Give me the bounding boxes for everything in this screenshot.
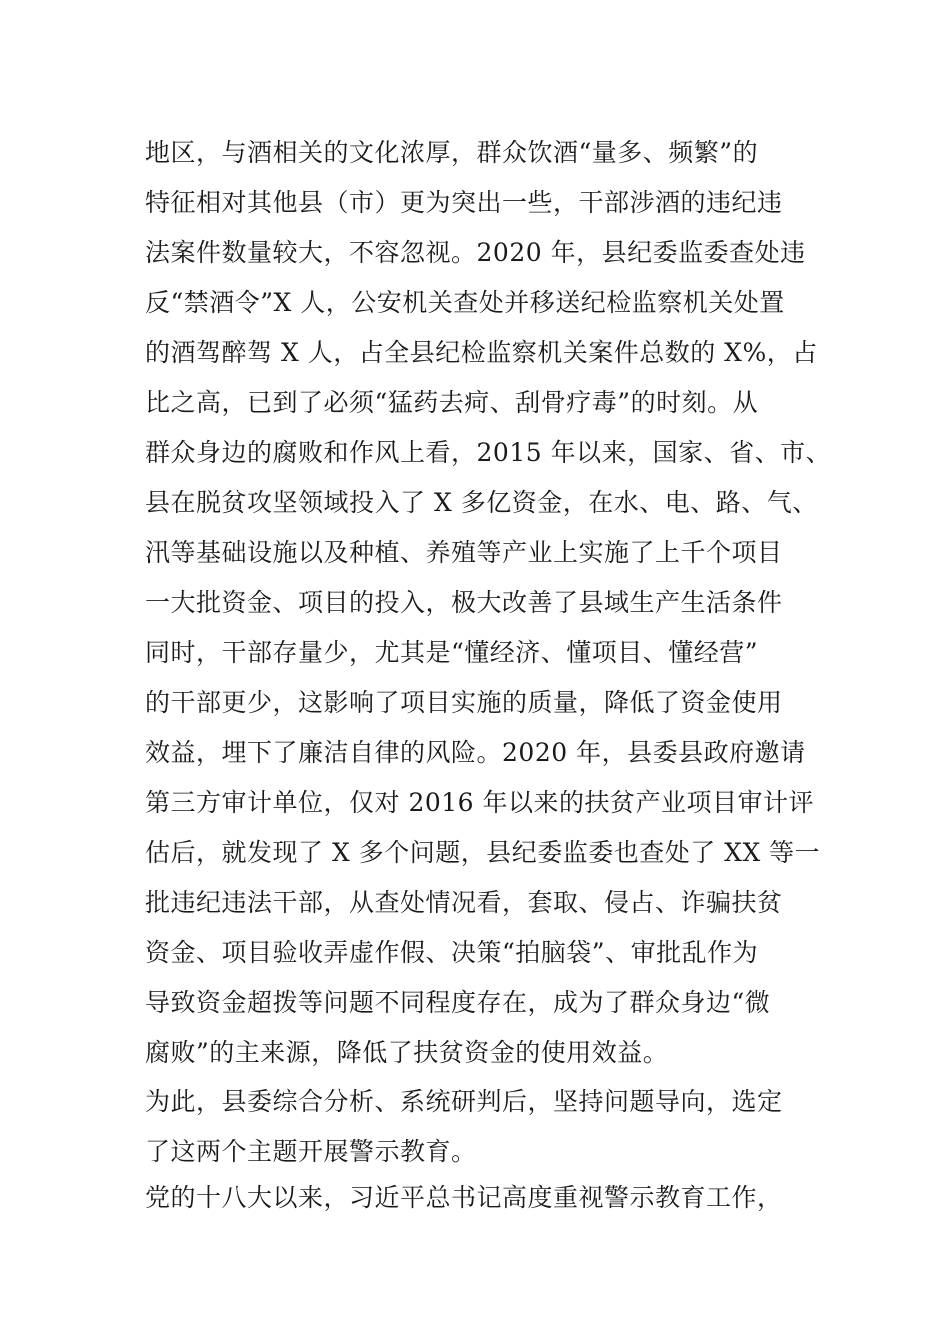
text-line: 同时，干部存量少，尤其是“懂经济、懂项目、懂经营” <box>145 638 759 667</box>
text-line: 反“禁酒令”X 人，公安机关查处并移送纪检监察机关处置 <box>145 288 785 317</box>
text-line: 群众身边的腐败和作风上看，2015 年以来，国家、省、市、 <box>145 438 832 467</box>
text-line: 特征相对其他县（市）更为突出一些，干部涉酒的违纪违 <box>145 188 783 217</box>
text-line: 的酒驾醉驾 X 人，占全县纪检监察机关案件总数的 X%，占 <box>145 338 818 367</box>
text-line: 的干部更少，这影响了项目实施的质量，降低了资金使用 <box>145 688 783 717</box>
paragraph-1 <box>145 128 845 1078</box>
text-line: 效益，埋下了廉洁自律的风险。2020 年，县委县政府邀请 <box>145 738 806 767</box>
text-line: 一大批资金、项目的投入，极大改善了县域生产生活条件 <box>145 588 783 617</box>
paragraph-2 <box>145 1077 845 1177</box>
text-line: 资金、项目验收弄虚作假、决策“拍脑袋”、审批乱作为 <box>145 938 759 967</box>
text-line: 县在脱贫攻坚领域投入了 X 多亿资金，在水、电、路、气、 <box>145 488 818 517</box>
text-line: 汛等基础设施以及种植、养殖等产业上实施了上千个项目 <box>145 538 783 567</box>
text-line: 法案件数量较大，不容忽视。2020 年，县纪委监委查处违 <box>145 238 806 267</box>
text-line: 估后，就发现了 X 多个问题，县纪委监委也查处了 XX 等一 <box>145 838 821 867</box>
text-line: 了这两个主题开展警示教育。 <box>145 1137 477 1166</box>
text-line: 批违纪违法干部，从查处情况看，套取、侵占、诈骗扶贫 <box>145 888 783 917</box>
text-line: 第三方审计单位，仅对 2016 年以来的扶贫产业项目审计评 <box>145 788 815 817</box>
text-line: 腐败”的主来源，降低了扶贫资金的使用效益。 <box>145 1038 669 1067</box>
text-line: 导致资金超拨等问题不同程度存在，成为了群众身边“微 <box>145 988 771 1017</box>
text-line: 党的十八大以来，习近平总书记高度重视警示教育工作， <box>145 1183 783 1212</box>
paragraph-3 <box>145 1173 845 1223</box>
text-line: 地区，与酒相关的文化浓厚，群众饮酒“量多、频繁”的 <box>145 138 759 167</box>
text-line: 比之高，已到了必须“猛药去疴、刮骨疗毒”的时刻。从 <box>145 388 759 417</box>
text-line: 为此，县委综合分析、系统研判后，坚持问题导向，选定 <box>145 1087 783 1116</box>
